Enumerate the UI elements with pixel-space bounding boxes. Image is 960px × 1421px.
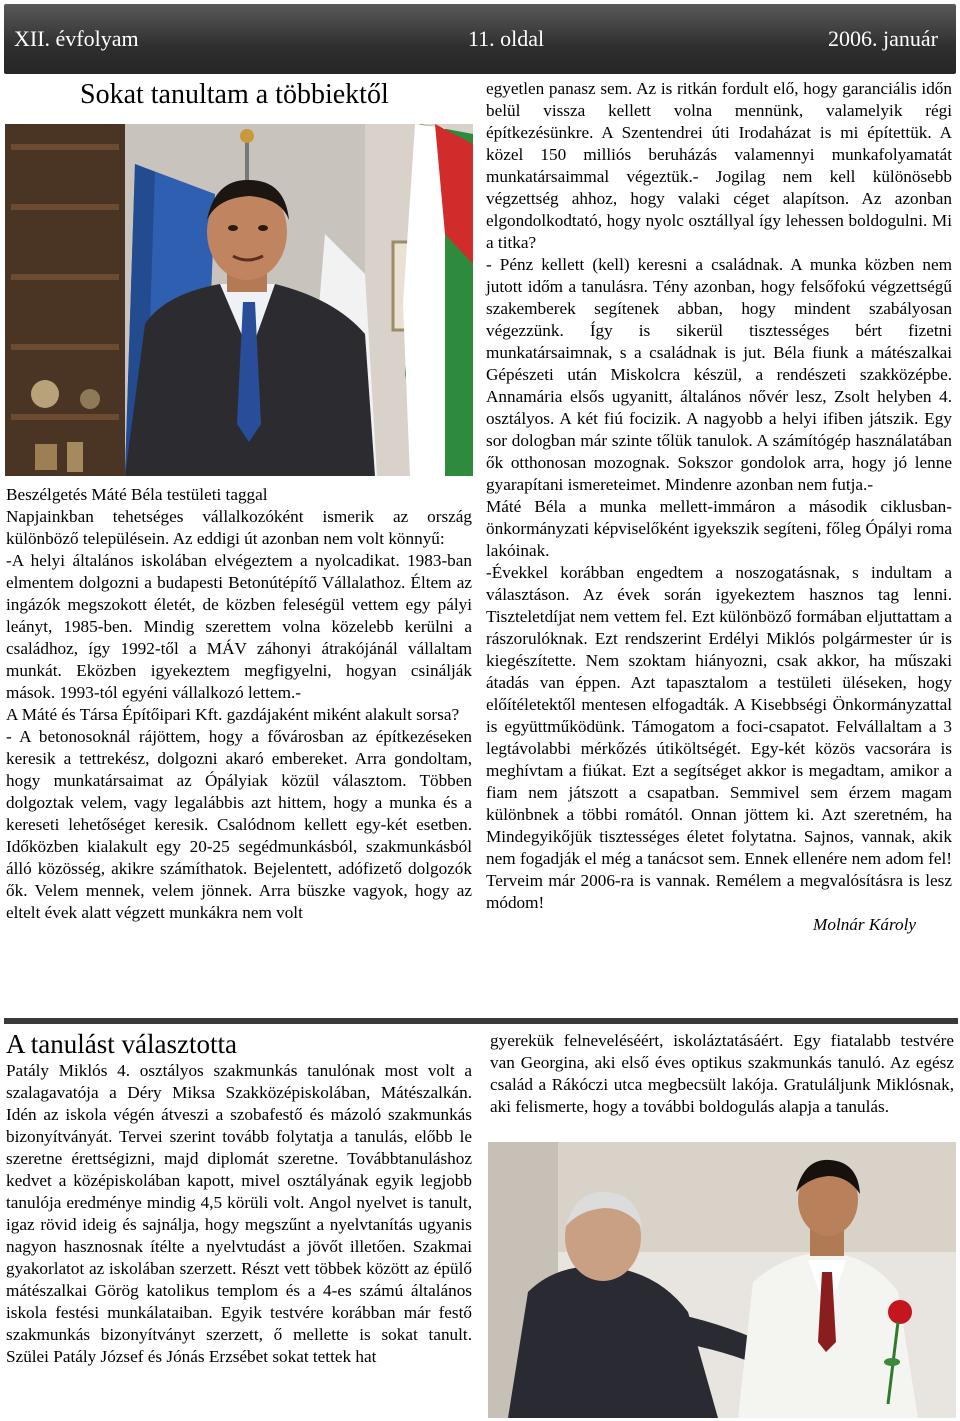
article2-left-column [6, 1060, 472, 1368]
author-name: Molnár Károly [813, 915, 916, 934]
article1-title: Sokat tanultam a többiektől [80, 79, 389, 110]
article1-right-column [486, 78, 952, 936]
article1-paragraph: Napjainkban tehetséges vállalkozóként ismerik az ország különböző településein. Az eddigi út azonban nem volt könnyű: [6, 507, 472, 548]
article1-paragraph: -A helyi általános iskolában elvégeztem a nyolcadikat. 1983-ban elmentem dolgozni a budapesti Betonútépítő Vállalathoz. Éltem az ingázók megszokott életét, de közben feleségül vettem egy pályi leányt, 1985-ben. Mindig szerettem volna közelebb kerülni a családhoz, így 1992-től a MÁV záhonyi átrakójánál vállaltam munkát. Eközben igyekeztem megfigyelni, hogyan csinálják mások. 1993-tól egyéni vállalkozó lettem.- [6, 551, 472, 702]
page-header [0, 0, 960, 76]
ceremony-illustration [488, 1142, 956, 1418]
article2-title: A tanulást választotta [6, 1029, 237, 1059]
header-bar [4, 4, 956, 74]
article2-right-column [490, 1030, 954, 1118]
portrait-illustration [5, 124, 473, 476]
article1-paragraph: - Pénz kellett (kell) keresni a családnak. A munka közben nem jutott időm a tanulásra. Tény azonban, hogy felsőfokú végzettségű szakemberek segítenek abban, hogy mindent szabályosan végezzünk. Így is sikerül tisztességes bért fizetni munkatársaimnak, s a családnak is jut. Béla fiunk a mátészalkai Gépészeti után Miskolcra készül, a rendészeti szakközépbe. Annamária elsős ugyanitt, általános nővér lesz, Zsolt helyben 4. osztályos. A két fiú focizik. A nagyobb a helyi ifiben játszik. Egy sor dologban már szinte tőlük tanulok. A számítógép használatában ők otthonosan mozognak. Sokszor gondolok arra, hogy jó lenne gyarapítani ismereteimet. Mindenre azonban nem futja.- [486, 255, 952, 494]
ceremony-photo [488, 1142, 956, 1418]
article2-paragraph: gyerekük felneveléséért, iskoláztatásáért. Egy fiatalabb testvére van Georgina, aki első éves optikus szakmunkás tanuló. Az egész család a Rákóczi utca megbecsült lakója. Gratuláljunk Miklósnak, aki felismerte, hogy a további boldogulás alapja a tanulás. [490, 1031, 954, 1116]
page-number: 11. oldal [468, 26, 545, 51]
article1-intro: Beszélgetés Máté Béla testületi taggal [6, 485, 268, 504]
volume-label: XII. évfolyam [14, 26, 139, 51]
article1-paragraph: egyetlen panasz sem. Az is ritkán fordult elő, hogy garanciális időn belül vissza kellett volna mennünk, valamelyik régi építkezésünkre. A Szentendrei úti Irodaházat is mi építettük. A közel 150 milliós beruházás valamennyi munkafolyamatát munkatársaimmal végeztük.- Jogilag nem kell különösebb végzettség ahhoz, hogy valaki céget alapítson. Az azonban elgondolkodtató, hogy nyolc osztállyal így lehessen boldogulni. Mi a titka? [486, 79, 952, 252]
article1-question: A Máté és Társa Építőipari Kft. gazdájaként miként alakult sorsa? [6, 705, 460, 724]
article1-left-column [6, 484, 472, 924]
section-divider [4, 1018, 958, 1024]
article2-paragraph: Patály Miklós 4. osztályos szakmunkás tanulónak most volt a szalagavatója a Déry Miksa Szakközépiskolában, Mátészalkán. Idén az iskola végén átveszi a szobafestő és mázoló szakmunkás bizonyítványát. Tervei szerint tovább folytatja a tanulás, előbb le szeretne érettségizni, majd diplomát szeretne. Továbbtanuláshoz kedvet a középiskolában kapott, mivel osztályának egyik legjobb tanulója eredménye mindig 4,5 körüli volt. Angol nyelvet is tanult, igaz rövid ideig és sajnálja, hogy megszűnt a nyelvtanítás ugyanis nagyon hasznosnak ítélte a nyelvtudást a jövőt illetően. Szakmai gyakorlatot az iskolában szerzett. Részt vett többek között az épülő mátészalkai Görög katolikus templom és a 4-es számú általános iskola festési munkálataiban. Egyik testvére korábban már festő szakmunkás bizonyítványt szerzett, ő mellette is sokat tanult. Szülei Patály József és Jónás Erzsébet sokat tettek hat [6, 1061, 472, 1366]
portrait-photo [5, 124, 473, 476]
issue-date: 2006. január [828, 26, 938, 51]
article1-paragraph: Máté Béla a munka mellett-immáron a második ciklusban- önkormányzati képviselőként igyekszik segíteni, főleg Ópályi roma lakóinak. [486, 497, 952, 560]
article1-paragraph: - A betonosoknál rájöttem, hogy a fővárosban az építkezéseken keresik a tettrekész, dolgozni akaró embereket. Arra gondoltam, hogy munkatársaimat az Ópályiak közül választom. Többen dolgoztak velem, vagy legalábbis azt hittem, hogy a munka és a kereseti lehetőséget keresik. Csalódnom kellett egy-két esetben. Időközben kialakult egy 20-25 segédmunkásból, szakmunkásból álló közösség, akikre számíthatok. Bejelentett, adófizető dolgozók ők. Velem mennek, velem jönnek. Arra büszke vagyok, hogy az eltelt évek alatt végzett munkákra nem volt [6, 727, 472, 922]
article1-paragraph: -Évekkel korábban engedtem a noszogatásnak, s indultam a választáson. Az évek során igyekeztem hasznos tag lenni. Tiszteletdíjat nem vettem fel. Ezt különböző formában eljuttattam a rászorulóknak. Ezt rendszerint Erdélyi Miklós polgármester úr is kiegészítette. Nem szoktam hiányozni, csak akkor, ha műszaki átadás van éppen. Azt tapasztalom a testületi üléseken, hogy előítéletektől mentesen elfogadták. A Kisebbségi Önkormányzattal is együttműködünk. Támogatom a foci-csapatot. Felvállaltam a 3 legtávolabbi mérkőzés útiköltségét. Egy-két közös vacsorára is meghívtam a fiúkat. Ezt a segítséget akkor is megadtam, amikor a fiam nem játszott a csapatban. Semmivel sem érzem magam különbnek a többi romától. Onnan jöttem ki. Azt szeretném, ha Mindegyikőjük tisztességes életet folytatna. Sajnos, vannak, akik nem fogadják el még a tanácsot sem. Ennek ellenére nem adom fel! Terveim már 2006-ra is vannak. Remélem a megvalósításra is lesz módom! [486, 563, 952, 912]
